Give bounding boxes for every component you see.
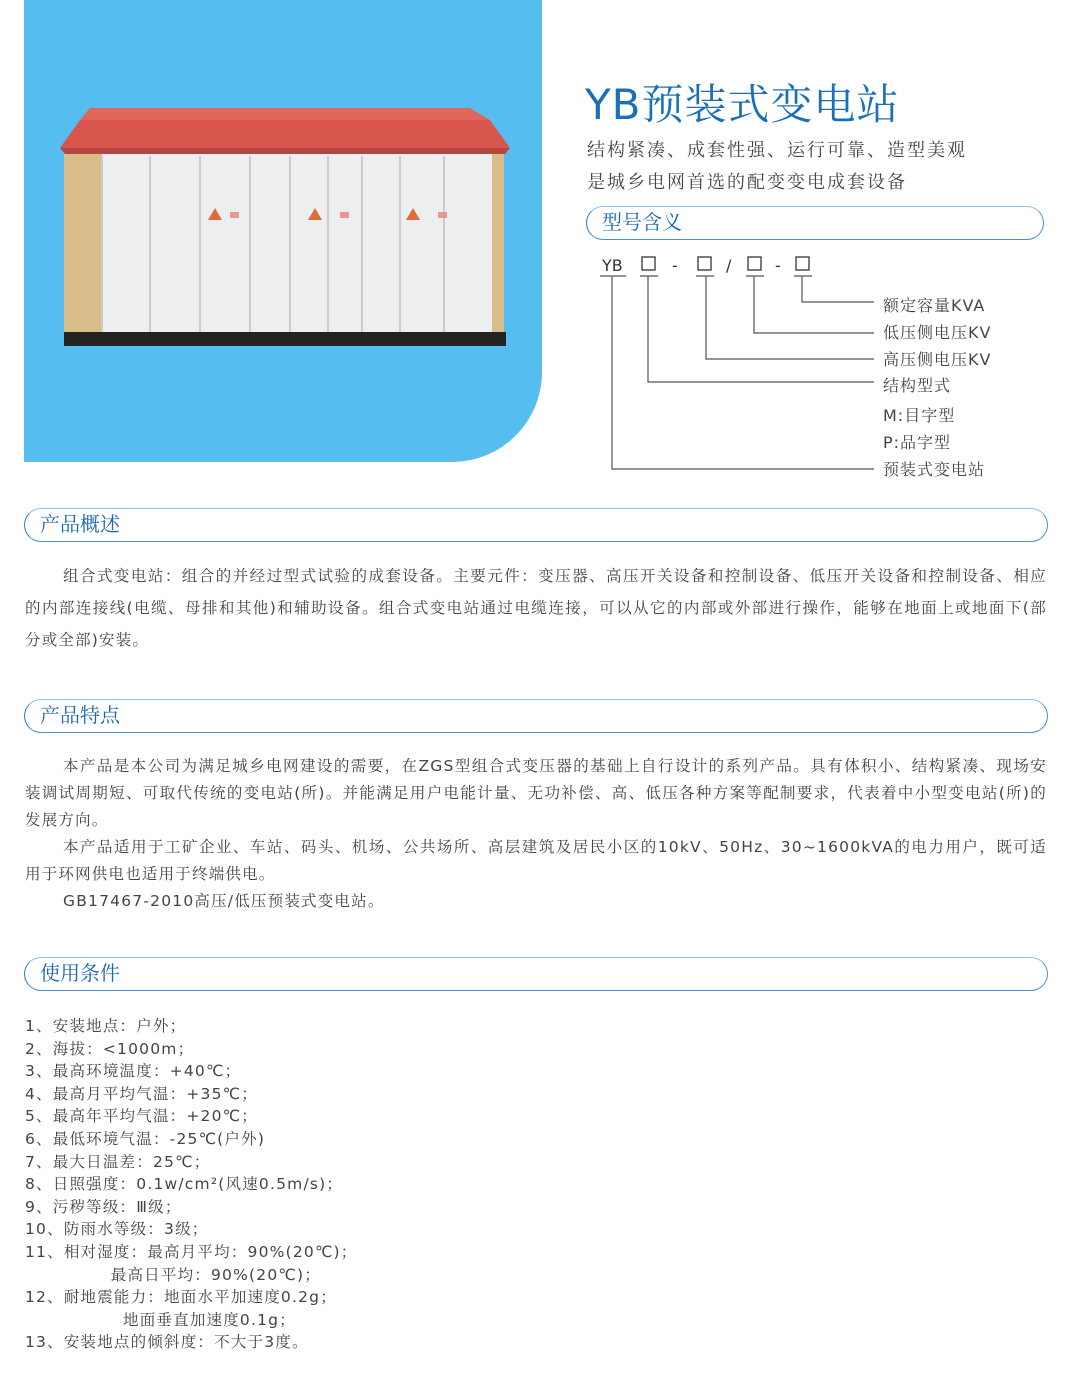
conditions-heading: 使用条件 — [37, 961, 123, 985]
code-prefix: YB — [602, 256, 623, 275]
condition-item: 11、相对湿度：最高月平均：90%(20℃)； — [25, 1242, 358, 1261]
features-heading: 产品特点 — [37, 703, 123, 727]
code-box-3 — [748, 257, 761, 270]
code-box-1 — [642, 257, 655, 270]
condition-item: 9、污秽等级：Ⅲ级； — [25, 1197, 182, 1216]
condition-item: 3、最高环境温度：+40℃； — [25, 1062, 242, 1081]
conditions-section-header — [24, 957, 1048, 991]
condition-item: 4、最高月平均气温：+35℃； — [25, 1084, 258, 1103]
condition-item: 10、防雨水等级：3级； — [25, 1220, 209, 1239]
condition-item: 8、日照强度：0.1w/cm²(风速0.5m/s)； — [25, 1175, 344, 1194]
condition-item: 最高日平均：90%(20℃)； — [25, 1265, 321, 1284]
features-section-header — [24, 699, 1048, 733]
condition-item: 5、最高年平均气温：+20℃； — [25, 1107, 258, 1126]
legend-p-type: P:品字型 — [883, 433, 952, 452]
condition-item: 地面垂直加速度0.1g； — [25, 1310, 296, 1329]
overview-section-header — [24, 508, 1048, 542]
legend-m-type: M:目字型 — [883, 406, 956, 425]
code-separator-3: - — [775, 256, 781, 275]
features-paragraph-3: GB17467-2010高压/低压预装式变电站。 — [63, 892, 385, 910]
legend-low-voltage: 低压侧电压KV — [883, 323, 992, 342]
features-paragraph-1: 本产品是本公司为满足城乡电网建设的需要，在ZGS型组合式变压器的基础上自行设计的系列产品。具有体积小、结构紧凑、现场安装调试周期短、可取代传统的变电站(所)。并能满足用户电能计量、无功补偿、高、低压各种方案等配制要求，代表着中小型变电站(所)的发展方向。 — [25, 757, 1047, 829]
code-separator-2: / — [726, 256, 732, 275]
page-title: YB预装式变电站 — [585, 80, 900, 129]
condition-item: 6、最低环境气温：-25℃(户外) — [25, 1129, 266, 1148]
tagline-1: 结构紧凑、成套性强、运行可靠、造型美观 — [587, 140, 967, 161]
model-section-header — [586, 206, 1044, 240]
model-code-diagram — [560, 246, 1020, 496]
substation-photo — [50, 100, 510, 360]
overview-text: 组合式变电站：组合的并经过型式试验的成套设备。主要元件：变压器、高压开关设备和控制设备、低压开关设备和控制设备、相应的内部连接线(电缆、母排和其他)和辅助设备。组合式变电站通过电缆连接，可以从它的内部或外部进行操作，能够在地面上或地面下(部分或全部)安装。 — [25, 567, 1047, 649]
condition-item: 1、安装地点：户外； — [25, 1017, 187, 1035]
model-heading: 型号含义 — [599, 210, 685, 234]
features-paragraph-2: 本产品适用于工矿企业、车站、码头、机场、公共场所、高层建筑及居民小区的10kV、50Hz、30~1600kVA的电力用户，既可适用于环网供电也适用于终端供电。 — [25, 838, 1047, 883]
legend-high-voltage: 高压侧电压KV — [883, 350, 992, 369]
legend-capacity: 额定容量KVA — [883, 296, 986, 315]
overview-heading: 产品概述 — [37, 512, 123, 536]
code-box-2 — [698, 257, 711, 270]
legend-prefab: 预装式变电站 — [883, 460, 986, 479]
conditions-list — [25, 1015, 358, 1354]
code-box-4 — [796, 257, 809, 270]
code-separator-1: - — [672, 256, 678, 275]
condition-item: 13、安装地点的倾斜度：不大于3度。 — [25, 1333, 309, 1352]
condition-item: 2、海拔：<1000m； — [25, 1039, 195, 1058]
legend-structure: 结构型式 — [883, 376, 952, 395]
tagline-2: 是城乡电网首选的配变变电成套设备 — [587, 172, 907, 193]
condition-item: 7、最大日温差：25℃； — [25, 1152, 211, 1171]
condition-item: 12、耐地震能力：地面水平加速度0.2g； — [25, 1288, 337, 1307]
